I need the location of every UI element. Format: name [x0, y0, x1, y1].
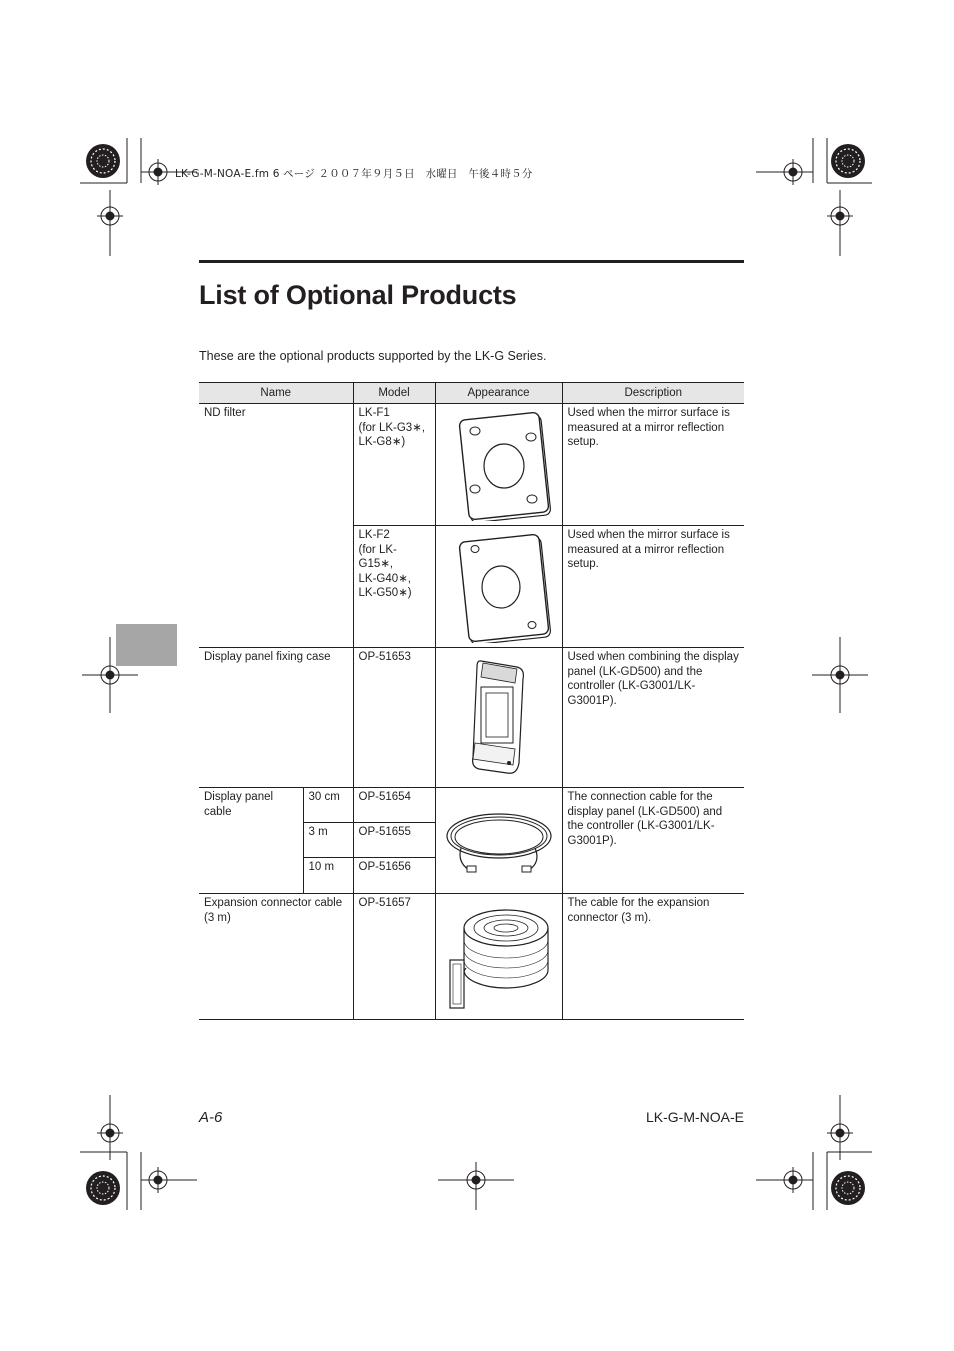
nd-filter-plate-icon: [444, 531, 554, 643]
table-header-row: [199, 383, 744, 404]
fixing-case-icon: [459, 653, 539, 783]
nd-filter-name: ND filter: [199, 404, 353, 648]
panel-cable-length-30cm: 30 cm: [303, 788, 353, 823]
panel-cable-description: The connection cable for the display panel (LK-GD500) and the controller (LK-G3001/LK-G3001P).: [562, 788, 744, 894]
title-rule: [199, 260, 744, 263]
coiled-cable-icon: [439, 796, 559, 886]
table-row: [199, 894, 744, 1020]
nd-filter-plate-icon: [444, 409, 554, 521]
intro-text: These are the optional products supported by the LK-G Series.: [199, 349, 547, 363]
column-header-description: Description: [562, 383, 744, 404]
table-row: [199, 648, 744, 788]
lk-f2-model: LK-F2 (for LK-G15∗, LK-G40∗, LK-G50∗): [353, 526, 435, 648]
file-info-line: LK-G-M-NOA-E.fm 6 ページ ２００７年９月５日 水曜日 午後４時５分: [175, 168, 533, 180]
panel-cable-appearance: [435, 788, 562, 894]
fixing-case-model: OP-51653: [353, 648, 435, 788]
table-row: [199, 788, 744, 823]
document-code: LK-G-M-NOA-E: [646, 1109, 744, 1125]
panel-cable-length-3m: 3 m: [303, 823, 353, 858]
table-row: [199, 404, 744, 526]
page-number: A-6: [199, 1109, 223, 1126]
fixing-case-description: Used when combining the display panel (LK-GD500) and the controller (LK-G3001/LK-G3001P).: [562, 648, 744, 788]
lk-f2-description: Used when the mirror surface is measured at a mirror reflection setup.: [562, 526, 744, 648]
column-header-name: Name: [199, 383, 353, 404]
optional-products-table: [199, 382, 744, 1020]
fixing-case-name: Display panel fixing case: [199, 648, 353, 788]
expansion-cable-model: OP-51657: [353, 894, 435, 1020]
expansion-cable-description: The cable for the expansion connector (3 m).: [562, 894, 744, 1020]
expansion-cable-appearance: [435, 894, 562, 1020]
panel-cable-model-30cm: OP-51654: [353, 788, 435, 823]
lk-f1-appearance: [435, 404, 562, 526]
expansion-cable-name: Expansion connector cable (3 m): [199, 894, 353, 1020]
page-title: List of Optional Products: [199, 280, 517, 310]
section-side-tab: [116, 624, 177, 666]
column-header-model: Model: [353, 383, 435, 404]
panel-cable-name: Display panel cable: [199, 788, 303, 894]
fixing-case-appearance: [435, 648, 562, 788]
column-header-appearance: Appearance: [435, 383, 562, 404]
lk-f1-model: LK-F1 (for LK-G3∗, LK-G8∗): [353, 404, 435, 526]
lk-f1-description: Used when the mirror surface is measured at a mirror reflection setup.: [562, 404, 744, 526]
panel-cable-model-10m: OP-51656: [353, 858, 435, 894]
panel-cable-model-3m: OP-51655: [353, 823, 435, 858]
panel-cable-length-10m: 10 m: [303, 858, 353, 894]
ribbon-cable-coil-icon: [444, 898, 554, 1016]
lk-f2-appearance: [435, 526, 562, 648]
